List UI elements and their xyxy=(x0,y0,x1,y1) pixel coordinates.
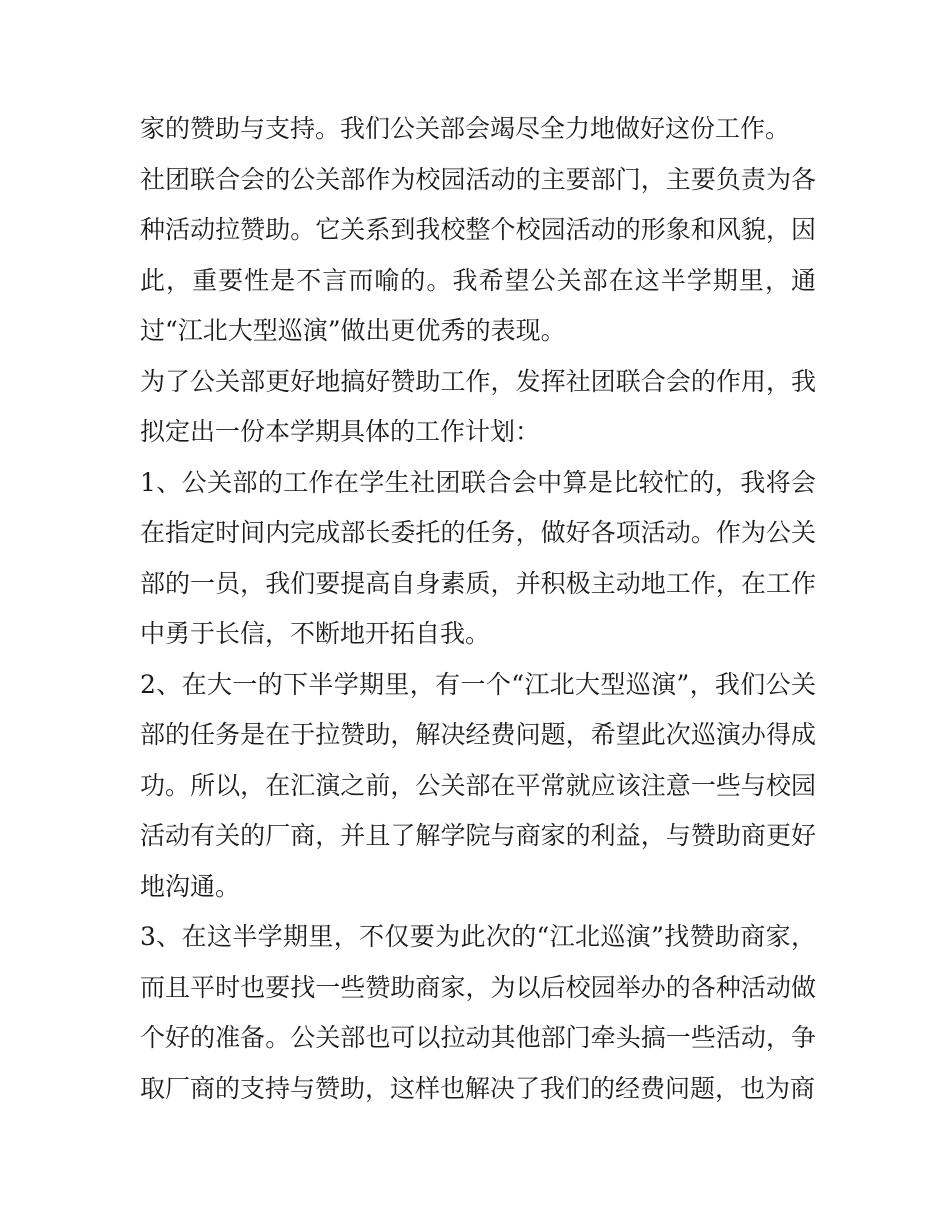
paragraph-5: 2、在大一的下半学期里，有一个“江北大型巡演”，我们公关部的任务是在于拉赞助，解决经费问题，希望此次巡演办得成功。所以，在汇演之前，公关部在平常就应该注意一些与校园活动有关的厂商，并且了解学院与商家的利益，与赞助商更好地沟通。 xyxy=(140,669,816,901)
paragraph-6: 3、在这半学期里，不仅要为此次的“江北巡演”找赞助商家，而且平时也要找一些赞助商家，为以后校园举办的各种活动做个好的准备。公关部也可以拉动其他部门牵头搞一些活动，争取厂商的支持与赞助，这样也解决了我们的经费问题，也为商 xyxy=(140,922,816,1103)
paragraph-3: 为了公关部更好地搞好赞助工作，发挥社团联合会的作用，我拟定出一份本学期具体的工作计划： xyxy=(140,366,816,446)
paragraph-4: 1、公关部的工作在学生社团联合会中算是比较忙的，我将会在指定时间内完成部长委托的任务，做好各项活动。作为公关部的一员，我们要提高自身素质，并积极主动地工作，在工作中勇于长信，不断地开拓自我。 xyxy=(140,467,816,648)
paragraph-1: 家的赞助与支持。我们公关部会竭尽全力地做好这份工作。 xyxy=(140,114,791,143)
paragraph-2: 社团联合会的公关部作为校园活动的主要部门，主要负责为各种活动拉赞助。它关系到我校整个校园活动的形象和风貌，因此，重要性是不言而喻的。我希望公关部在这半学期里，通过“江北大型巡演”做出更优秀的表现。 xyxy=(140,164,816,345)
document-body xyxy=(140,104,816,1114)
